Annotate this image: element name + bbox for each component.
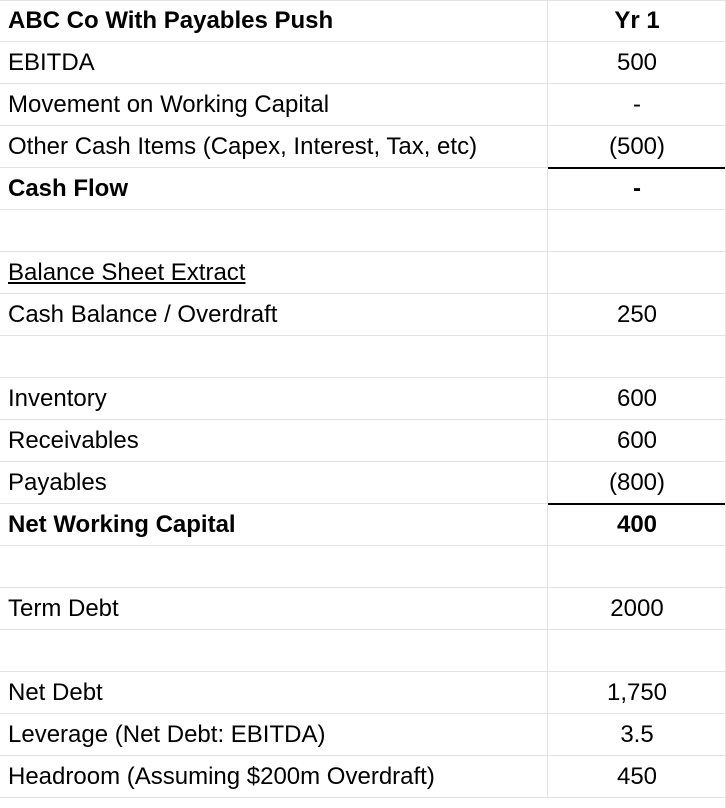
cell-label[interactable]: ABC Co With Payables Push: [0, 1, 548, 41]
cell-label[interactable]: Inventory: [0, 378, 548, 419]
cell-label[interactable]: Balance Sheet Extract: [0, 252, 548, 293]
table-row-header: [0, 1, 726, 42]
cell-label[interactable]: [0, 336, 548, 377]
cell-label[interactable]: [0, 546, 548, 587]
total-rule: [548, 167, 726, 169]
table-row-blank: [0, 336, 726, 378]
table-row-payables: [0, 462, 726, 504]
table-row-movement-wc: [0, 84, 726, 126]
cell-value[interactable]: 2000: [610, 594, 664, 622]
cell-value[interactable]: [548, 546, 726, 587]
cell-label[interactable]: Other Cash Items (Capex, Interest, Tax, etc): [0, 126, 548, 167]
cell-value[interactable]: [548, 252, 726, 293]
table-row-cash-balance: [0, 294, 726, 336]
cell-value[interactable]: (500): [608, 132, 666, 160]
cell-value[interactable]: 3.5: [620, 720, 654, 748]
cell-label[interactable]: Term Debt: [0, 588, 548, 629]
cell-label[interactable]: Payables: [0, 462, 548, 503]
cell-label[interactable]: Headroom (Assuming $200m Overdraft): [0, 756, 548, 797]
table-row-cash-flow: [0, 168, 726, 210]
cell-label[interactable]: [0, 630, 548, 671]
table-row-blank: [0, 630, 726, 672]
table-row-headroom: [0, 756, 726, 798]
total-rule: [548, 503, 726, 505]
table-row-blank: [0, 210, 726, 252]
table-row-leverage: [0, 714, 726, 756]
table-row-term-debt: [0, 588, 726, 630]
cell-value[interactable]: 500: [616, 48, 658, 76]
cell-label[interactable]: Cash Flow: [0, 168, 548, 209]
cell-value[interactable]: 600: [616, 426, 658, 454]
cell-label[interactable]: Leverage (Net Debt: EBITDA): [0, 714, 548, 755]
cell-label[interactable]: Receivables: [0, 420, 548, 461]
table-row-blank: [0, 546, 726, 588]
cell-label[interactable]: [0, 210, 548, 251]
cell-label[interactable]: Net Debt: [0, 672, 548, 713]
cell-value[interactable]: 450: [616, 762, 658, 790]
table-row-inventory: [0, 378, 726, 420]
cell-value[interactable]: [548, 210, 726, 251]
cell-label[interactable]: Movement on Working Capital: [0, 84, 548, 125]
table-row-net-debt: [0, 672, 726, 714]
cell-value[interactable]: -: [633, 90, 641, 118]
table-row-net-working-capital: [0, 504, 726, 546]
table-row-balance-sheet-heading: [0, 252, 726, 294]
table-row-ebitda: [0, 42, 726, 84]
cell-label[interactable]: Net Working Capital: [0, 504, 548, 545]
cell-value[interactable]: 250: [616, 300, 658, 328]
cell-value[interactable]: 400: [616, 510, 658, 538]
cell-value[interactable]: 600: [616, 384, 658, 412]
cell-value[interactable]: Yr 1: [614, 7, 660, 34]
cell-value[interactable]: [548, 630, 726, 671]
cell-value[interactable]: (800): [608, 468, 666, 496]
table-row-receivables: [0, 420, 726, 462]
cell-label[interactable]: Cash Balance / Overdraft: [0, 294, 548, 335]
cell-value[interactable]: 1,750: [606, 678, 668, 706]
table-row-other-cash-items: [0, 126, 726, 168]
cell-value[interactable]: [548, 336, 726, 377]
cell-label[interactable]: EBITDA: [0, 42, 548, 83]
cell-value[interactable]: -: [633, 174, 641, 202]
